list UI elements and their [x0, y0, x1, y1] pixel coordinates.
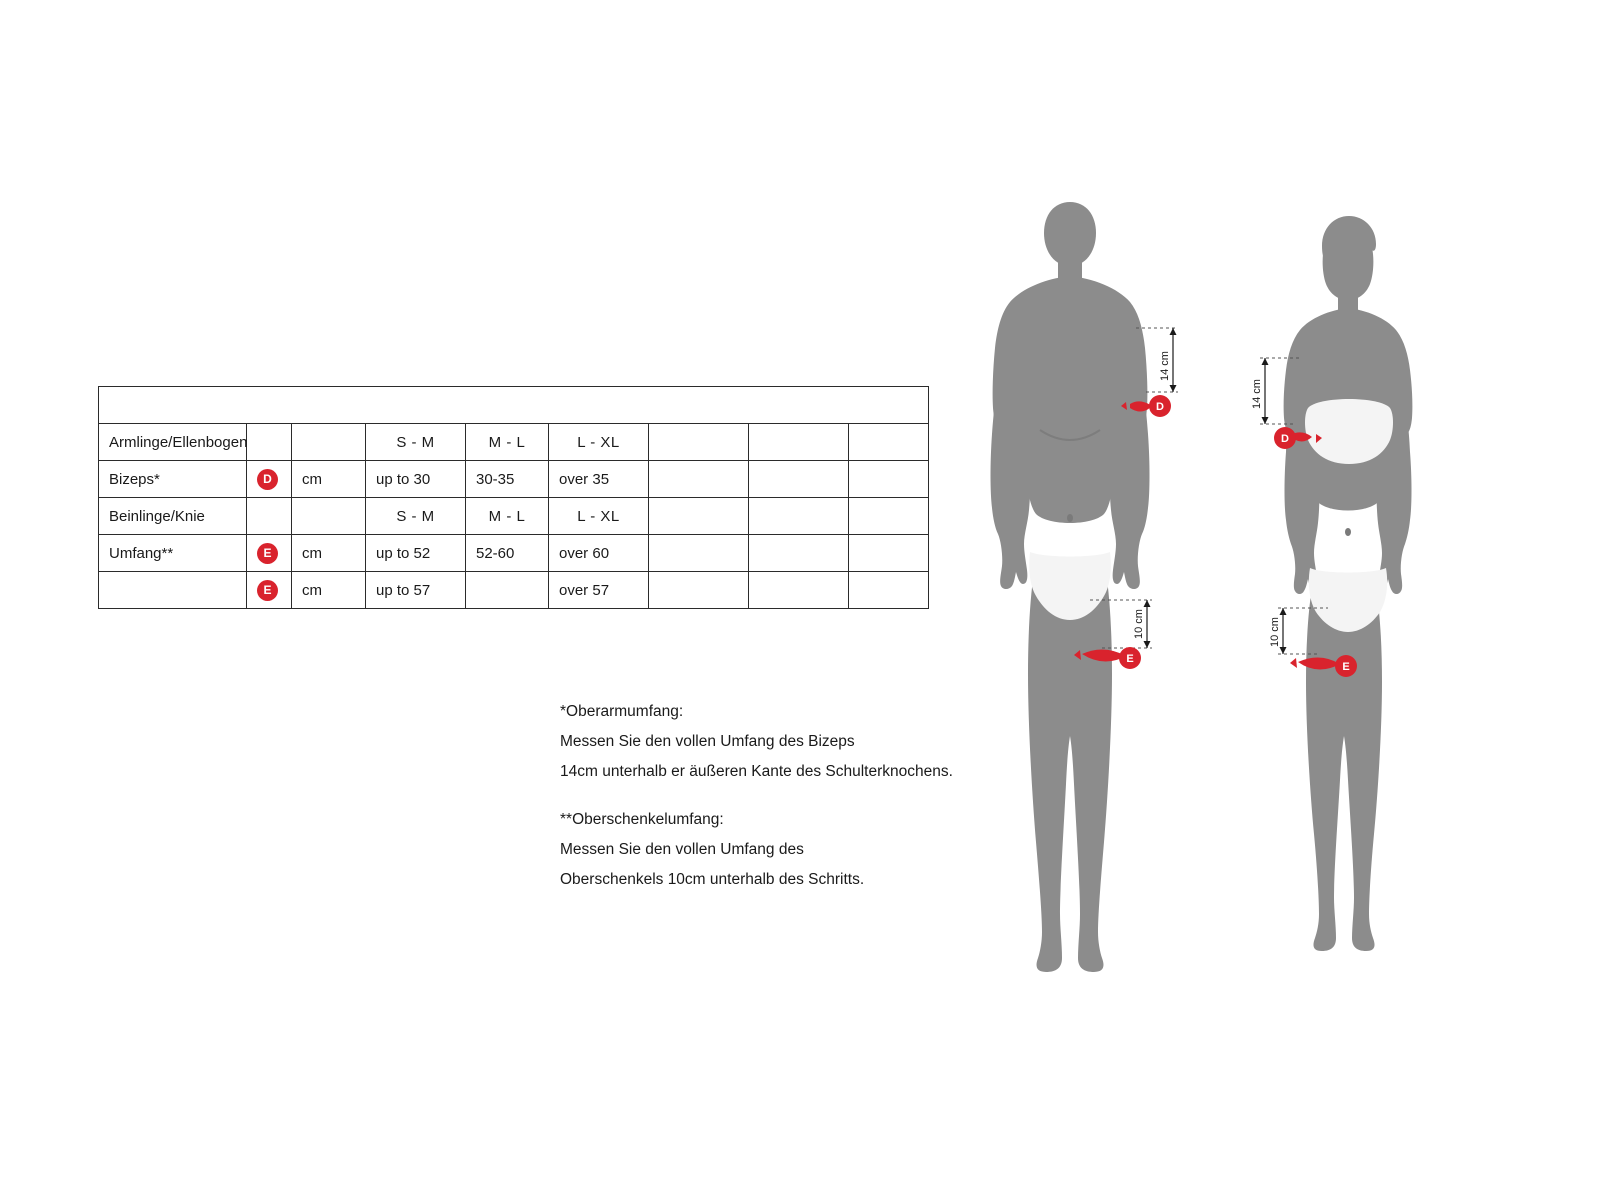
value-empty-2 [749, 535, 849, 572]
value-ml [466, 572, 549, 609]
size-col-empty-2 [749, 424, 849, 461]
svg-text:D: D [1156, 401, 1164, 413]
svg-text:E: E [1342, 661, 1350, 673]
badge-cell-e [247, 535, 292, 572]
badge-d-icon: D [257, 469, 278, 490]
table-row [99, 424, 929, 461]
size-col-ml: M - L [466, 424, 549, 461]
size-col-ml: M - L [466, 498, 549, 535]
size-col-empty-3 [849, 498, 929, 535]
figure-illustrations [960, 180, 1520, 1020]
value-lxl: over 57 [549, 572, 649, 609]
table-row [99, 461, 929, 498]
value-empty-3 [849, 535, 929, 572]
size-col-lxl: L - XL [549, 498, 649, 535]
value-lxl: over 60 [549, 535, 649, 572]
value-empty-2 [749, 461, 849, 498]
badge-e-icon: E [257, 580, 278, 601]
measure-label-blank [99, 572, 247, 609]
row-header-unit-cell [292, 424, 366, 461]
female-figure [1284, 216, 1413, 951]
note-1-title: *Oberarmumfang: [560, 703, 684, 720]
size-table [98, 386, 929, 609]
row-header-badge-cell [247, 498, 292, 535]
value-empty-1 [649, 535, 749, 572]
size-col-empty-1 [649, 424, 749, 461]
unit-cell: cm [292, 535, 366, 572]
value-empty-1 [649, 572, 749, 609]
svg-text:D: D [1281, 433, 1289, 445]
male-arm-dimension-label: 14 cm [1159, 351, 1171, 381]
size-col-empty-1 [649, 498, 749, 535]
row-header-unit-cell [292, 498, 366, 535]
size-chart [98, 386, 928, 609]
table-row [99, 535, 929, 572]
table-row [99, 572, 929, 609]
value-ml: 30-35 [466, 461, 549, 498]
note-2-line-1: Messen Sie den vollen Umfang des [560, 841, 804, 858]
svg-text:E: E [1126, 653, 1134, 665]
value-empty-1 [649, 461, 749, 498]
value-empty-3 [849, 461, 929, 498]
size-col-empty-3 [849, 424, 929, 461]
value-sm: up to 30 [366, 461, 466, 498]
note-2-line-2: Oberschenkels 10cm unterhalb des Schritts. [560, 871, 865, 888]
size-col-sm: S - M [366, 424, 466, 461]
size-col-sm: S - M [366, 498, 466, 535]
value-sm: up to 52 [366, 535, 466, 572]
badge-cell-e [247, 572, 292, 609]
measure-label-bizeps: Bizeps* [99, 461, 247, 498]
value-empty-2 [749, 572, 849, 609]
note-2-title: **Oberschenkelumfang: [560, 811, 724, 828]
value-sm: up to 57 [366, 572, 466, 609]
value-lxl: over 35 [549, 461, 649, 498]
badge-e-icon: E [257, 543, 278, 564]
note-1-line-1: Messen Sie den vollen Umfang des Bizeps [560, 733, 855, 750]
row-header-label: Armlinge/Ellenbogen [99, 424, 247, 461]
size-col-lxl: L - XL [549, 424, 649, 461]
note-1-line-2: 14cm unterhalb er äußeren Kante des Schulterknochens. [560, 763, 953, 780]
female-leg-dimension-label: 10 cm [1269, 617, 1281, 647]
measure-label-umfang: Umfang** [99, 535, 247, 572]
unit-cell: cm [292, 461, 366, 498]
value-ml: 52-60 [466, 535, 549, 572]
badge-cell-d [247, 461, 292, 498]
value-empty-3 [849, 572, 929, 609]
male-leg-dimension-label: 10 cm [1133, 609, 1145, 639]
male-figure [991, 202, 1150, 972]
unit-cell: cm [292, 572, 366, 609]
row-header-label: Beinlinge/Knie [99, 498, 247, 535]
page-title: PROTEKTOREN/WÄRMER [99, 387, 929, 424]
table-title-row [99, 387, 929, 424]
table-row [99, 498, 929, 535]
female-arm-dimension-label: 14 cm [1251, 379, 1263, 409]
row-header-badge-cell [247, 424, 292, 461]
size-col-empty-2 [749, 498, 849, 535]
